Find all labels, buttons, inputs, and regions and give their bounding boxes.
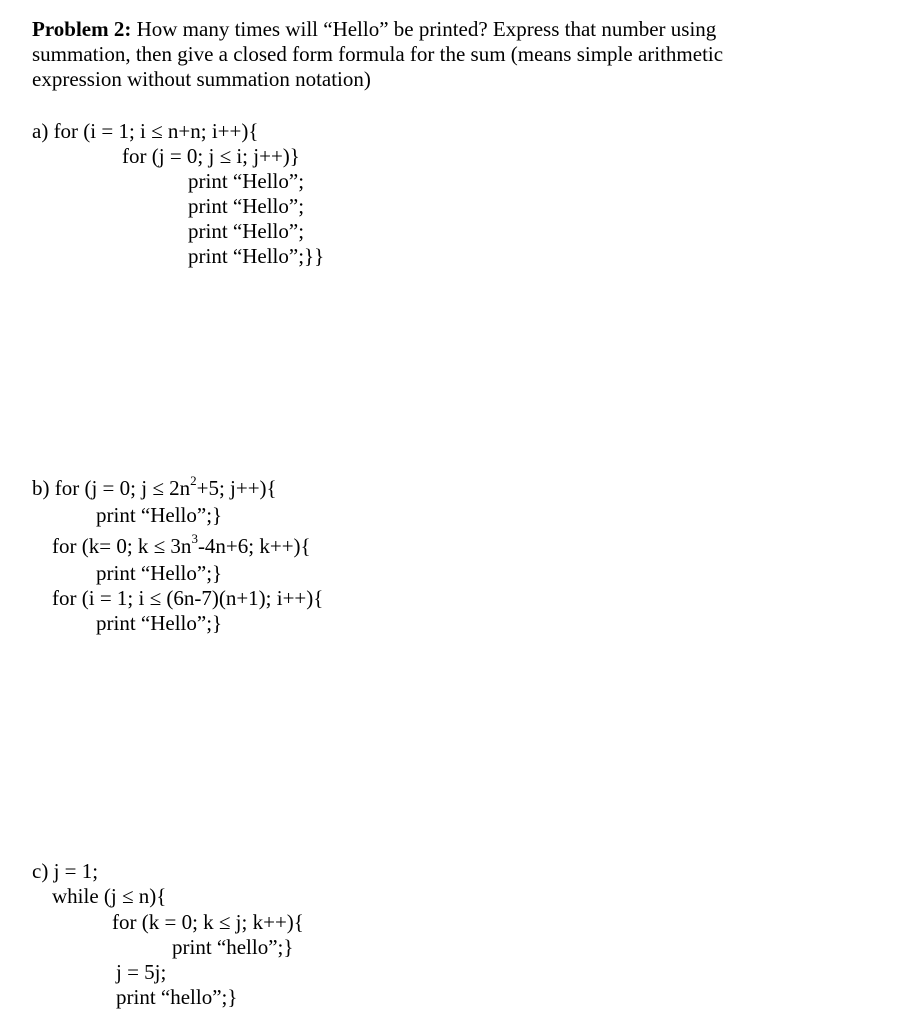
part-a-line-3: print “Hello”; xyxy=(188,169,305,193)
problem-intro-text: How many times will “Hello” be printed? Express that number using xyxy=(131,17,717,41)
problem-heading: Problem 2: xyxy=(32,17,132,41)
part-b-line-3-post: -4n+6; k++){ xyxy=(197,534,311,558)
problem-intro-line-1 xyxy=(32,17,716,42)
part-b-line-1-pre: b) for (j = 0; j ≤ 2n xyxy=(32,476,191,500)
part-a-line-1: a) for (i = 1; i ≤ n+n; i++){ xyxy=(32,119,259,143)
part-b-line-3 xyxy=(52,531,311,559)
part-b-line-1-exponent: 2 xyxy=(190,473,197,488)
problem-intro-line-3: expression without summation notation) xyxy=(32,67,371,91)
part-c-line-2: while (j ≤ n){ xyxy=(52,884,167,908)
part-c-line-4: print “hello”;} xyxy=(172,935,294,959)
part-a-line-2: for (j = 0; j ≤ i; j++)} xyxy=(122,144,300,168)
problem-intro-line-2: summation, then give a closed form formula for the sum (means simple arithmetic xyxy=(32,42,724,66)
part-a-line-6: print “Hello”;}} xyxy=(188,244,325,268)
part-c-line-1: c) j = 1; xyxy=(32,859,99,883)
part-b-line-6: print “Hello”;} xyxy=(96,611,223,635)
part-b-line-1-post: +5; j++){ xyxy=(196,476,277,500)
part-b-line-4: print “Hello”;} xyxy=(96,561,223,585)
part-b-line-3-pre: for (k= 0; k ≤ 3n xyxy=(52,534,192,558)
part-c-line-5: j = 5j; xyxy=(116,960,167,984)
part-b-line-2: print “Hello”;} xyxy=(96,503,223,527)
part-a-line-5: print “Hello”; xyxy=(188,219,305,243)
part-c-line-6: print “hello”;} xyxy=(116,985,238,1009)
part-c-line-3: for (k = 0; k ≤ j; k++){ xyxy=(112,910,304,934)
part-b-line-5: for (i = 1; i ≤ (6n-7)(n+1); i++){ xyxy=(52,586,324,610)
part-b-line-3-exponent: 3 xyxy=(191,531,198,546)
part-b-line-1 xyxy=(32,473,277,501)
part-a-line-4: print “Hello”; xyxy=(188,194,305,218)
